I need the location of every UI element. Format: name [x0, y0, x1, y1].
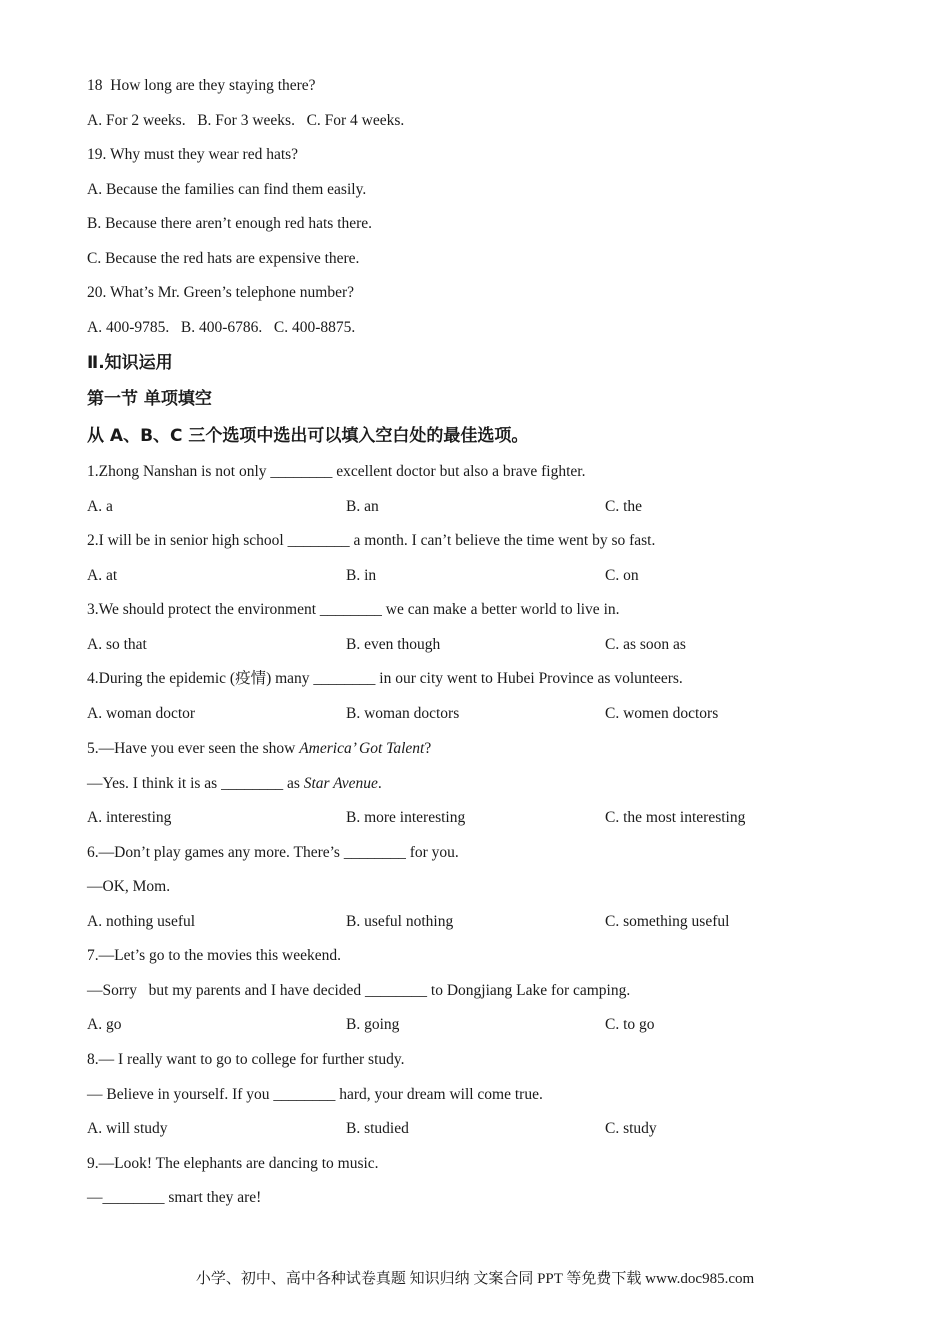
q6-reply: —OK, Mom.	[87, 878, 171, 895]
q5-option-c: C. the most interesting	[605, 809, 746, 826]
q2-stem: 2.I will be in senior high school ________ a month. I can’t believe the time went by so fast.	[87, 532, 656, 549]
q1-option-b: B. an	[346, 498, 379, 515]
section-title: Ⅱ.知识运用	[87, 353, 173, 373]
q7-option-b: B. going	[346, 1016, 400, 1033]
q20-options: A. 400-9785. B. 400-6786. C. 400-8875.	[87, 319, 356, 336]
q6-option-b: B. useful nothing	[346, 913, 454, 930]
q6-option-a: A. nothing useful	[87, 913, 196, 930]
q7-option-a: A. go	[87, 1016, 122, 1033]
q19-option-b: B. Because there aren’t enough red hats there.	[87, 215, 373, 232]
q8-stem: 8.— I really want to go to college for further study.	[87, 1051, 405, 1068]
q3-stem: 3.We should protect the environment ________ we can make a better world to live in.	[87, 601, 620, 618]
q1-option-a: A. a	[87, 498, 113, 515]
q9-reply: —________ smart they are!	[87, 1189, 262, 1206]
q5-reply-end: .	[377, 775, 382, 792]
section-instruction: 从 A、B、C 三个选项中选出可以填入空白处的最佳选项。	[87, 426, 529, 446]
q20-stem: 20. What’s Mr. Green’s telephone number?	[87, 284, 355, 301]
q19-option-a: A. Because the families can find them easily.	[87, 181, 367, 198]
q19-stem: 19. Why must they wear red hats?	[87, 146, 299, 163]
q8-option-b: B. studied	[346, 1120, 409, 1137]
page-footer: 小学、初中、高中各种试卷真题 知识归纳 文案合同 PPT 等免费下载 www.doc985.com	[195, 1271, 755, 1287]
q4-stem: 4.During the epidemic (疫情) many ________ in our city went to Hubei Province as volunteers.	[87, 670, 683, 687]
q7-reply: —Sorry but my parents and I have decided ________ to Dongjiang Lake for camping.	[87, 982, 631, 999]
q3-option-c: C. as soon as	[605, 636, 686, 653]
q19-option-c: C. Because the red hats are expensive there.	[87, 250, 360, 267]
q3-option-b: B. even though	[346, 636, 441, 653]
q2-option-a: A. at	[87, 567, 118, 584]
q2-option-b: B. in	[346, 567, 377, 584]
q6-stem: 6.—Don’t play games any more. There’s ________ for you.	[87, 844, 459, 861]
section-subtitle: 第一节 单项填空	[87, 389, 212, 409]
q5-stem	[87, 739, 431, 759]
q6-option-c: C. something useful	[605, 913, 730, 930]
q8-option-a: A. will study	[87, 1120, 168, 1137]
q8-reply: — Believe in yourself. If you ________ hard, your dream will come true.	[87, 1086, 543, 1103]
q5-reply-text: —Yes. I think it is as ________ as	[87, 775, 304, 792]
q4-option-a: A. woman doctor	[87, 705, 196, 722]
q18-stem: 18 How long are they staying there?	[87, 77, 316, 94]
q4-option-b: B. woman doctors	[346, 705, 460, 722]
q1-option-c: C. the	[605, 498, 643, 515]
q4-option-c: C. women doctors	[605, 705, 719, 722]
q18-options: A. For 2 weeks. B. For 3 weeks. C. For 4 weeks.	[87, 112, 405, 129]
q8-option-c: C. study	[605, 1120, 657, 1137]
q5-option-b: B. more interesting	[346, 809, 466, 826]
q5-reply	[87, 774, 382, 794]
q7-stem: 7.—Let’s go to the movies this weekend.	[87, 947, 341, 964]
q3-option-a: A. so that	[87, 636, 147, 653]
q5-show-title: America’ Got Talent	[299, 740, 425, 757]
q2-option-c: C. on	[605, 567, 639, 584]
q5-stem-text: 5.—Have you ever seen the show	[87, 740, 300, 757]
q9-stem: 9.—Look! The elephants are dancing to music.	[87, 1155, 379, 1172]
q5-option-a: A. interesting	[87, 809, 172, 826]
q1-stem: 1.Zhong Nanshan is not only ________ excellent doctor but also a brave fighter.	[87, 463, 586, 480]
q5-stem-end: ?	[424, 740, 432, 757]
q5-reply-title: Star Avenue	[303, 775, 378, 792]
q7-option-c: C. to go	[605, 1016, 655, 1033]
